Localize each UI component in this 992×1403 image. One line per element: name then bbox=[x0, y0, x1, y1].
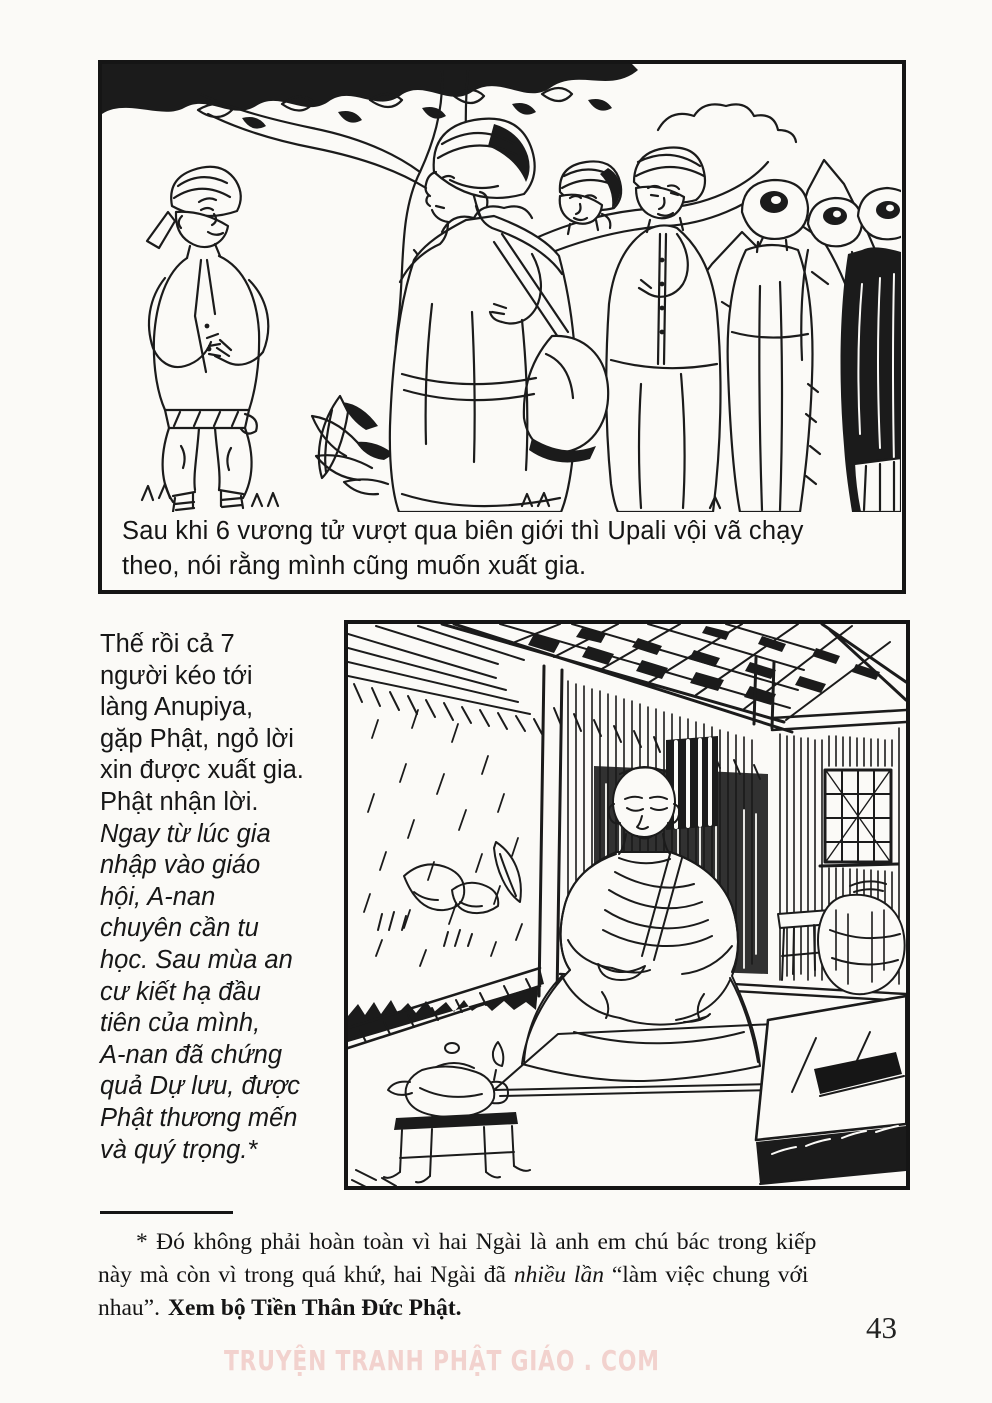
narration-line: Ngay từ lúc gia bbox=[100, 819, 271, 848]
hut-roof bbox=[442, 624, 906, 732]
low-table bbox=[756, 996, 906, 1184]
corner-post bbox=[539, 666, 562, 998]
narration-line: học. Sau mùa an bbox=[100, 945, 293, 974]
bushes bbox=[348, 842, 544, 1042]
footnote-line: này mà còn vì trong quá khứ, hai Ngài đã nhiều lần “làm việc chung với bbox=[98, 1262, 809, 1288]
narration-line: Thế rồi cả 7 bbox=[100, 630, 235, 658]
illustration-monk-meditating bbox=[348, 624, 906, 1186]
caption-line: theo, nói rằng mình cũng muốn xuất gia. bbox=[122, 552, 587, 580]
narration-line: người kéo tới bbox=[100, 661, 253, 690]
page-number: 43 bbox=[866, 1310, 897, 1345]
prince-buttoned-coat bbox=[606, 148, 720, 513]
footnote-line: * Đó không phải hoàn toàn vì hai Ngài là anh em chú bác trong kiếp bbox=[136, 1229, 817, 1255]
narration-line: Phật nhận lời. bbox=[100, 787, 259, 816]
footnote-text bbox=[98, 1226, 918, 1325]
footnote-line: nhau”. Xem bộ Tiền Thân Đức Phật. bbox=[98, 1295, 462, 1321]
site-watermark: TRUYỆN TRANH PHẬT GIÁO . COM bbox=[224, 1344, 660, 1377]
illustration-princes-crossing bbox=[102, 64, 901, 512]
caption-line: Sau khi 6 vương tử vượt qua biên giới thì Upali vội vã chạy bbox=[122, 517, 804, 545]
narration-line: cư kiết hạ đầu bbox=[100, 977, 261, 1006]
narration-line: hội, A-nan bbox=[100, 882, 216, 911]
narration-line: tiên của mình, bbox=[100, 1009, 261, 1038]
window-icon bbox=[820, 770, 898, 866]
upali-figure bbox=[147, 167, 268, 512]
footnote-divider bbox=[100, 1211, 233, 1214]
narration-line: gặp Phật, ngỏ lời bbox=[100, 724, 294, 753]
narration-line: A-nan đã chứng bbox=[100, 1040, 283, 1069]
narration-line: chuyên cần tu bbox=[100, 914, 259, 943]
prince-small-head bbox=[560, 161, 621, 234]
narration-line: làng Anupiya, bbox=[100, 693, 254, 722]
panel-meditation bbox=[344, 620, 910, 1190]
oil-lamp bbox=[384, 1042, 530, 1182]
panel-border-crossing bbox=[98, 60, 906, 594]
panel-caption bbox=[122, 514, 890, 584]
narration-line: xin được xuất gia. bbox=[100, 756, 304, 785]
narration-line: quả Dự lưu, được bbox=[100, 1072, 300, 1101]
tree-foliage-icon bbox=[102, 64, 638, 129]
princes-trio bbox=[728, 180, 901, 512]
narration-line: Phật thương mến bbox=[100, 1103, 298, 1132]
rain bbox=[364, 710, 522, 966]
narration-text bbox=[100, 629, 350, 1166]
narration-line: và quý trọng.* bbox=[100, 1135, 258, 1164]
narration-line: nhập vào giáo bbox=[100, 851, 261, 880]
